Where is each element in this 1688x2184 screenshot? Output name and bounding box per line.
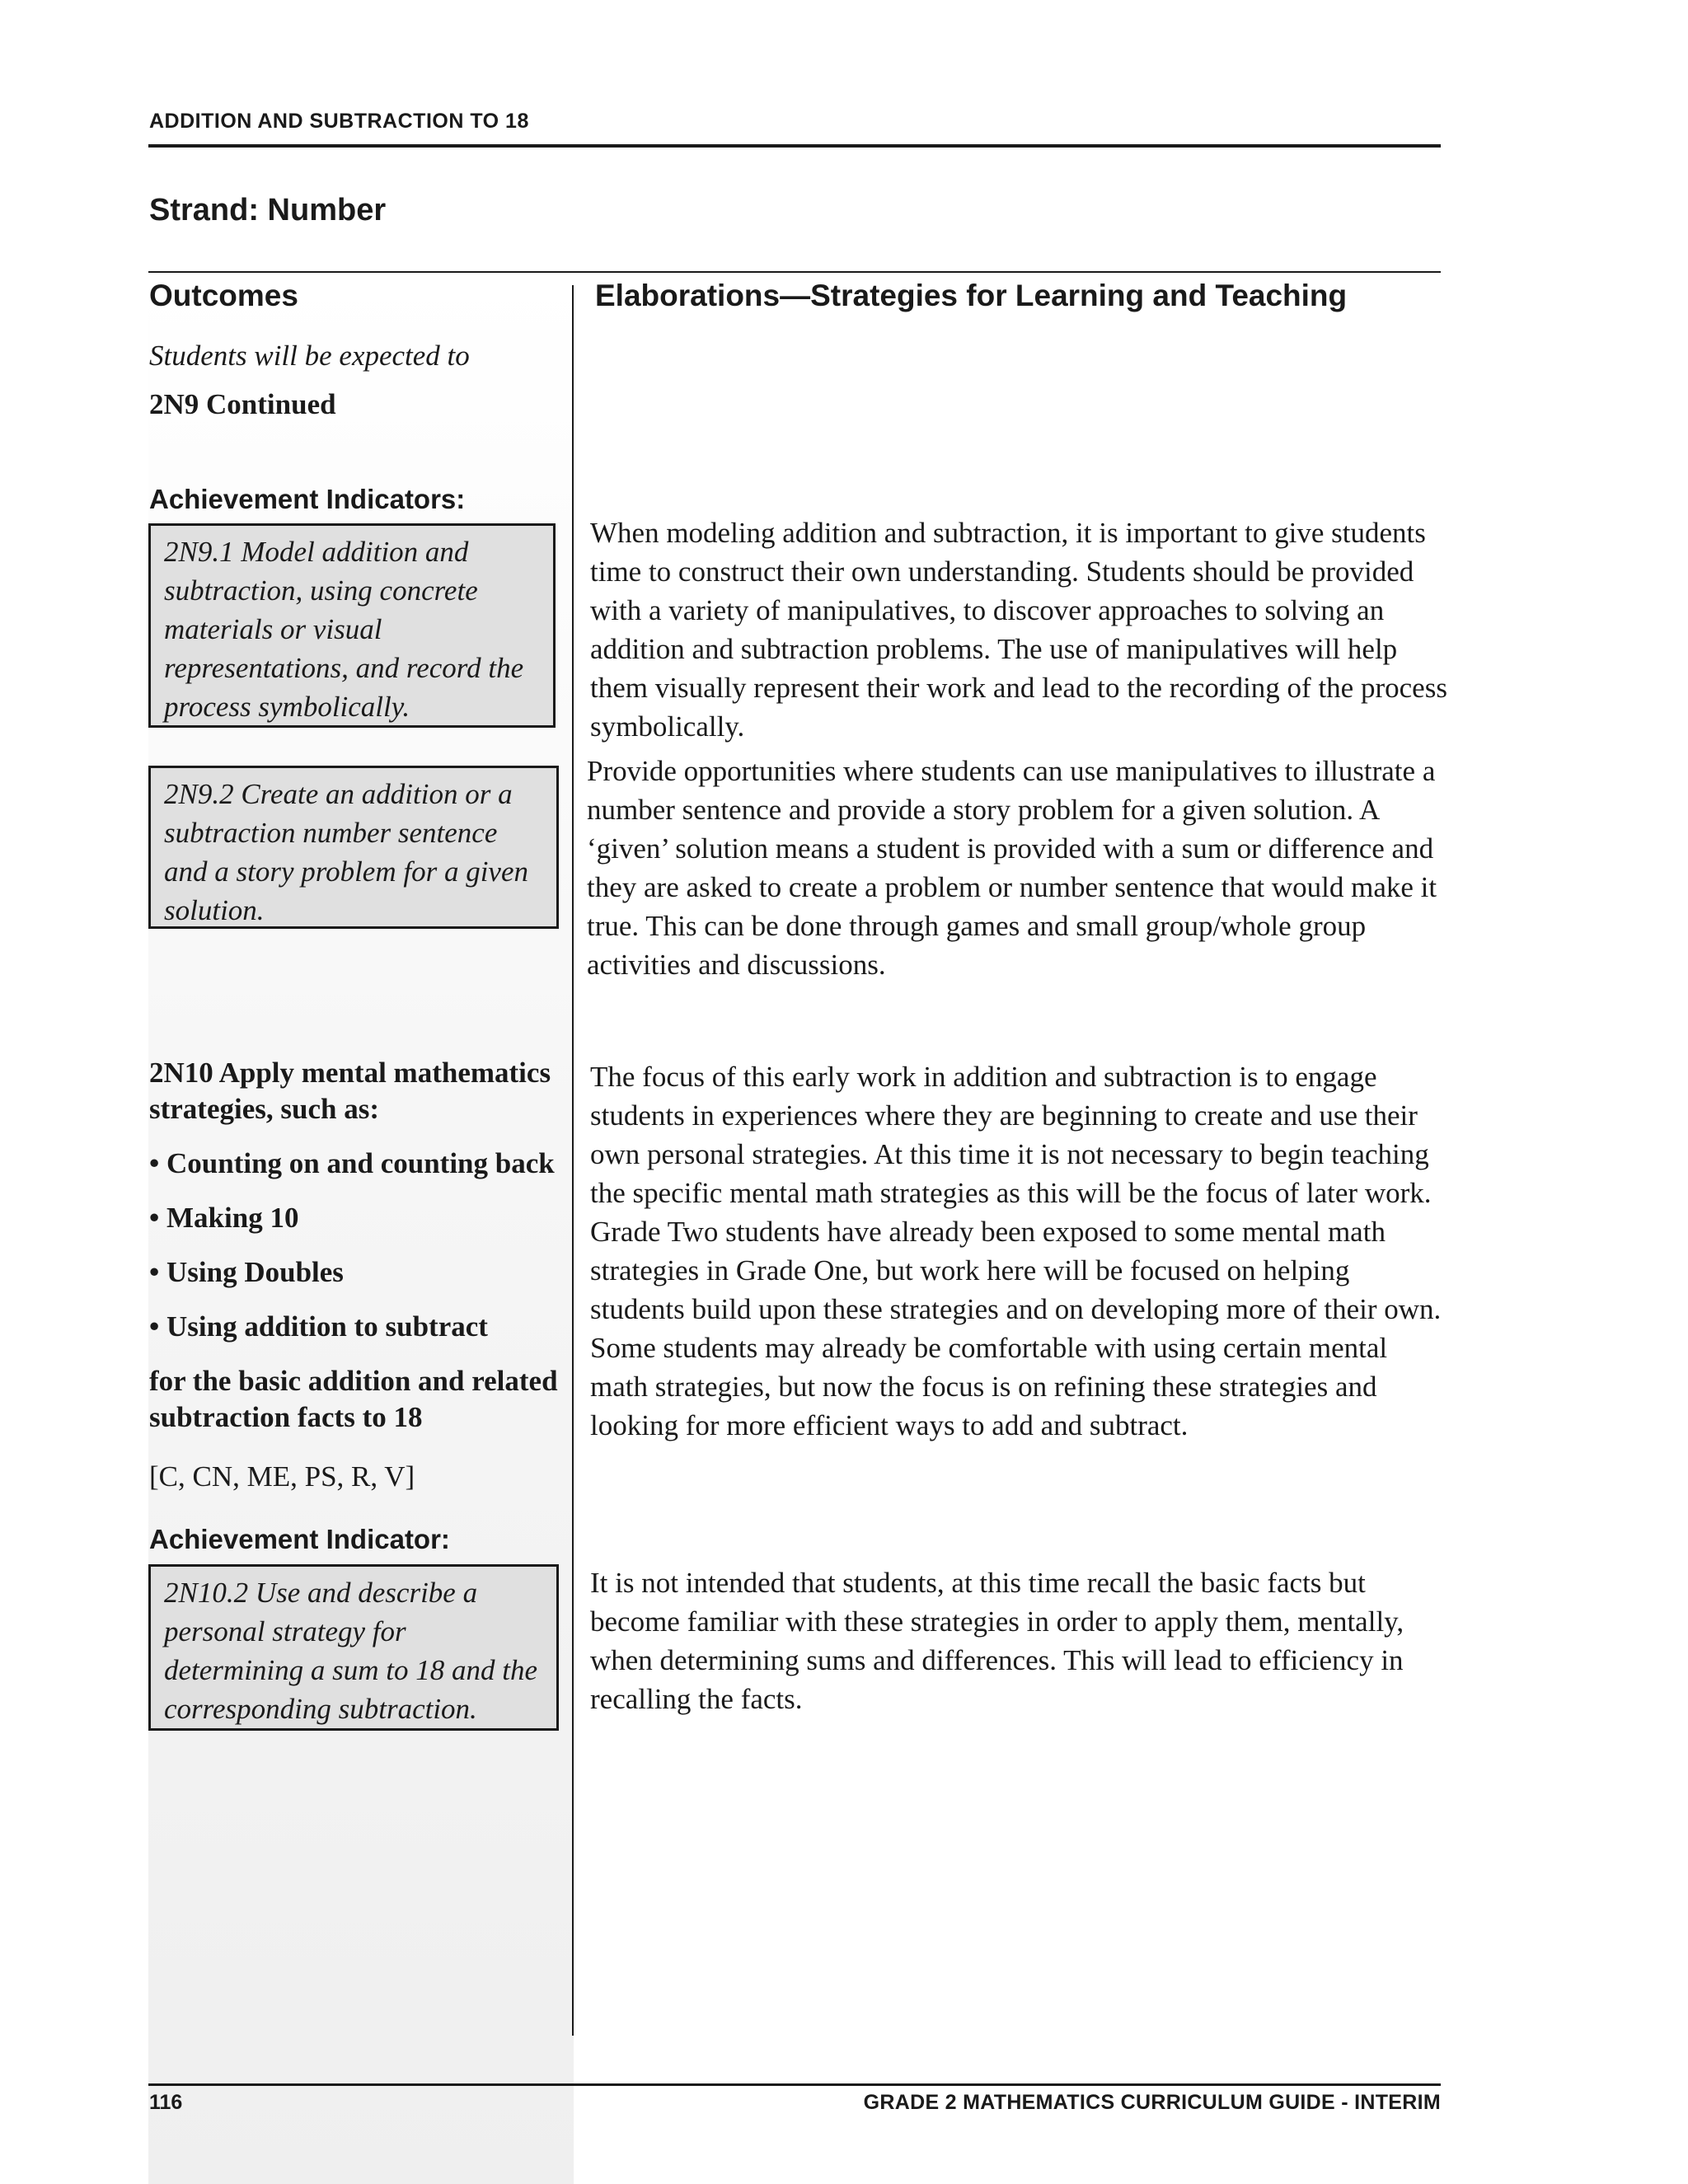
outcome-2n10 — [149, 1055, 570, 1436]
strategy-item: • Making 10 — [149, 1202, 299, 1234]
achievement-indicator-heading: Achievement Indicator: — [149, 1524, 450, 1554]
header-rule — [148, 144, 1441, 148]
elaboration-paragraph-mental-strategies: The focus of this early work in addition and subtraction is to engage students in experiences where they are beginning to create and use their own personal strategies. At this time it is not necessary to begin teaching the specific mental math strategies as this will be the focus of later work. Grade Two students have already been exposed to some mental math strategies in Grade One, but work here will be focused on helping students build upon these strategies and on developing more of their own. Some students may already be comfortable with using certain mental math strategies, but now the focus is on refining these strategies and looking for more efficient ways to add and subtract. — [590, 1061, 1442, 1441]
outcomes-heading: Outcomes — [149, 279, 298, 312]
elaborations-heading: Elaborations—Strategies for Learning and Teaching — [595, 279, 1348, 312]
strategy-item: • Using addition to subtract — [149, 1310, 488, 1343]
page-number: 116 — [149, 2091, 183, 2114]
strand-title: Strand: Number — [149, 193, 387, 227]
column-divider — [572, 285, 574, 2036]
running-footer: GRADE 2 MATHEMATICS CURRICULUM GUIDE - INTERIM — [863, 2091, 1441, 2114]
indicator-text: 2N9.2 Create an addition or a subtraction number sentence and a story problem for a given solution. — [164, 778, 528, 926]
footer-rule — [148, 2083, 1441, 2086]
outcome-2n10-title: 2N10 Apply mental mathematics strategies, such as: — [149, 1057, 551, 1125]
elaboration-paragraph-modeling: When modeling addition and subtraction, it is important to give students time to construct their own understanding. Students should be provided with a variety of manipulatives, to discover approaches to solving an addition and subtraction problems. The use of manipulatives will help them visually represent their work and lead to the recording of the process symbolically. — [590, 517, 1447, 743]
indicator-text: 2N9.1 Model addition and subtraction, using concrete materials or visual representations, and record the process symbolically. — [164, 536, 524, 723]
elaboration-paragraph-opportunities: Provide opportunities where students can use manipulatives to illustrate a number sentence and provide a story problem for a given solution. A ‘given’ solution means a student is provided with a sum or difference and they are asked to create a problem or number sentence that would make it true. This can be done through games and small group/whole group activities and discussions. — [587, 755, 1437, 981]
outcome-2n9-continued: 2N9 Continued — [149, 388, 336, 420]
indicator-box-2n9-2 — [148, 766, 559, 929]
strategy-item: • Using Doubles — [149, 1256, 344, 1288]
expected-intro: Students will be expected to — [149, 340, 470, 372]
indicator-box-2n9-1 — [148, 523, 556, 728]
process-codes: [C, CN, ME, PS, R, V] — [149, 1460, 415, 1493]
achievement-indicators-heading: Achievement Indicators: — [149, 484, 466, 514]
running-header: ADDITION AND SUBTRACTION TO 18 — [149, 110, 529, 133]
outcome-2n10-tail: for the basic addition and related subtraction facts to 18 — [149, 1365, 558, 1433]
elaboration-paragraph-basic-facts: It is not intended that students, at this time recall the basic facts but become familiar with these strategies in order to apply them, mentally, when determining sums and differences. This will lead to efficiency in recalling the facts. — [590, 1567, 1404, 1715]
strategy-item: • Counting on and counting back — [149, 1147, 555, 1179]
indicator-box-2n10-2 — [148, 1564, 559, 1731]
section-rule — [148, 271, 1441, 273]
indicator-text: 2N10.2 Use and describe a personal strategy for determining a sum to 18 and the corresponding subtraction. — [164, 1577, 538, 1725]
